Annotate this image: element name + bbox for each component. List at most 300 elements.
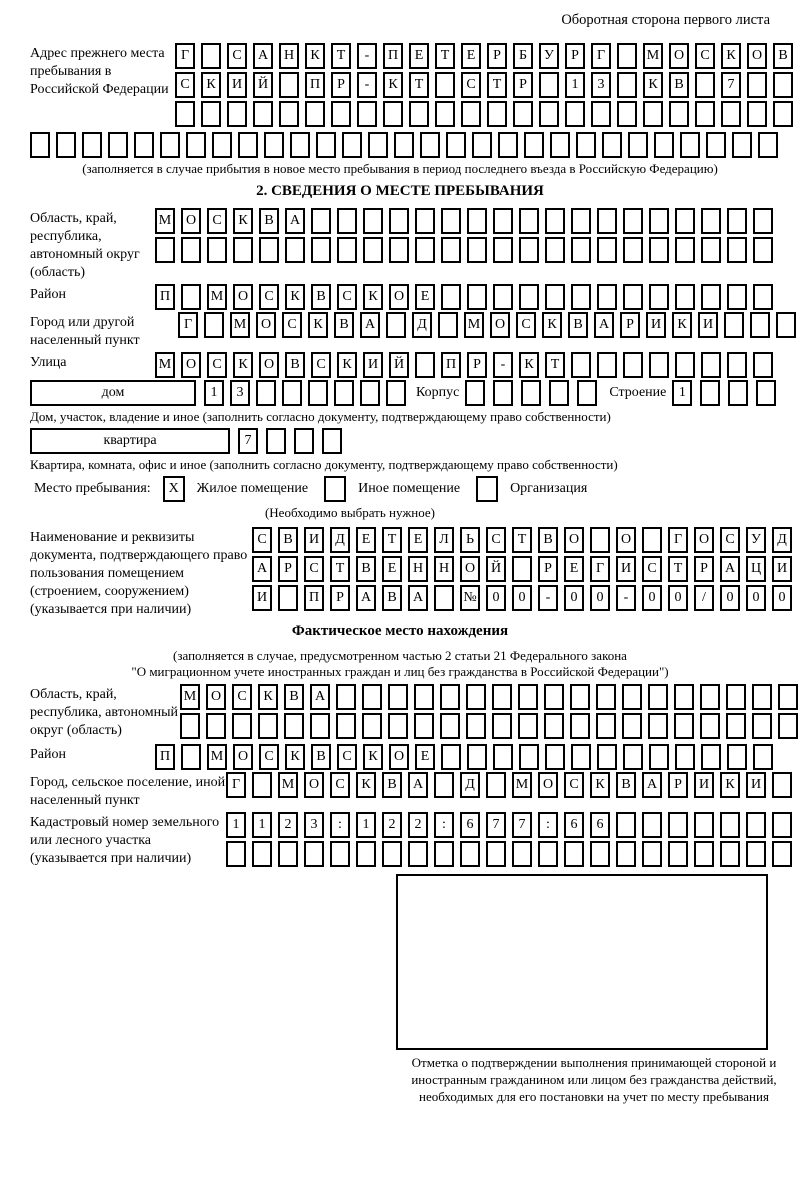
char-box [30,132,50,158]
char-box [521,380,541,406]
char-box [675,237,695,263]
char-box [134,132,154,158]
char-box [773,101,793,127]
char-box: 2 [382,812,402,838]
korpus-label: Корпус [416,385,460,400]
char-box: О [304,772,324,798]
city-block [30,312,770,350]
char-box: Р [565,43,585,69]
char-box [356,841,376,867]
char-box [726,684,746,710]
char-box [435,101,455,127]
char-box: О [259,352,279,378]
region-block [30,208,770,282]
char-box: П [304,585,324,611]
char-box [310,713,330,739]
char-box: С [337,744,357,770]
char-box [266,428,286,454]
char-box: К [383,72,403,98]
cadastral-block [30,812,770,870]
char-box: Р [694,556,714,582]
char-box [654,132,674,158]
char-box [420,132,440,158]
char-box: А [720,556,740,582]
char-box: А [594,312,614,338]
char-box [642,841,662,867]
char-box [252,841,272,867]
char-box: 3 [304,812,324,838]
char-box [311,237,331,263]
char-box [701,284,721,310]
char-box [628,132,648,158]
char-box [441,284,461,310]
char-box: Т [545,352,565,378]
char-box [56,132,76,158]
char-box [756,380,776,406]
char-box [408,841,428,867]
char-box: Н [434,556,454,582]
char-box [186,132,206,158]
char-box [674,684,694,710]
char-box [752,684,772,710]
char-box: Р [620,312,640,338]
char-box [465,380,485,406]
char-box: В [773,43,793,69]
char-box: К [308,312,328,338]
char-box [414,684,434,710]
char-box: Р [330,585,350,611]
char-box [571,352,591,378]
char-box: О [564,527,584,553]
char-box [264,132,284,158]
char-box: Е [356,527,376,553]
char-box: В [616,772,636,798]
char-box: Г [178,312,198,338]
char-box: В [278,527,298,553]
char-box: Р [331,72,351,98]
char-box [721,101,741,127]
char-box [577,380,597,406]
char-box [746,812,766,838]
char-box: Г [590,556,610,582]
stay-type-note: (Необходимо выбрать нужное) [264,505,436,520]
char-box: 1 [565,72,585,98]
stroenie-label: Строение [609,385,667,400]
char-box: В [311,284,331,310]
char-box [675,284,695,310]
char-box: П [441,352,461,378]
char-box: Д [412,312,432,338]
char-box [466,684,486,710]
char-box: К [233,352,253,378]
char-box [753,284,773,310]
char-box [311,208,331,234]
char-box [434,772,454,798]
char-box: К [363,284,383,310]
char-box: П [383,43,403,69]
char-box [706,132,726,158]
char-box: Ц [746,556,766,582]
char-box: Н [408,556,428,582]
char-box [649,208,669,234]
char-box [460,841,480,867]
char-box [362,684,382,710]
char-box: О [233,744,253,770]
char-box [727,208,747,234]
char-box: Д [772,527,792,553]
char-box: А [408,585,428,611]
char-box [363,208,383,234]
prev-address-overflow-row [30,132,770,158]
char-box [668,812,688,838]
char-box: С [259,744,279,770]
char-box [256,380,276,406]
stay-type-label: Место пребывания: [34,481,151,496]
char-box: И [694,772,714,798]
actual-region-row-2 [180,713,800,739]
char-box: 1 [252,812,272,838]
document-rows [252,527,798,614]
char-box [564,841,584,867]
char-box [694,841,714,867]
char-box [597,744,617,770]
char-box [446,132,466,158]
street-row [155,352,779,378]
char-box: 6 [590,812,610,838]
char-box: 1 [672,380,692,406]
char-box: М [512,772,532,798]
street-label: Улица [30,355,67,370]
char-box: В [538,527,558,553]
char-box: С [486,527,506,553]
char-box: Р [513,72,533,98]
char-box: Р [467,352,487,378]
prev-address-label: Адрес прежнего места пребывания в Российской Федерации [30,46,169,97]
char-box [649,237,669,263]
char-box [597,284,617,310]
char-box: М [180,684,200,710]
char-box [747,72,767,98]
char-box: М [155,352,175,378]
char-box [498,132,518,158]
char-box: В [334,312,354,338]
char-box: К [519,352,539,378]
char-box [388,684,408,710]
char-box [746,841,766,867]
char-box [701,237,721,263]
char-box: : [538,812,558,838]
char-box: С [720,527,740,553]
char-box [728,380,748,406]
char-box: С [311,352,331,378]
char-box [590,841,610,867]
char-box [304,841,324,867]
char-box [617,101,637,127]
char-box: Й [486,556,506,582]
char-box [434,841,454,867]
char-box: 1 [204,380,224,406]
char-box: Г [591,43,611,69]
stay-type-row [30,476,770,502]
char-box [492,713,512,739]
char-box: Е [461,43,481,69]
char-box: М [207,744,227,770]
char-box [622,684,642,710]
char-box: / [694,585,714,611]
char-box: 3 [591,72,611,98]
char-box [337,208,357,234]
char-box: В [568,312,588,338]
street-block [30,352,770,378]
char-box: С [259,284,279,310]
char-box [720,841,740,867]
char-box [750,312,770,338]
cadastral-label: Кадастровый номер земельного или лесного участка (указывается при наличии) [30,815,220,866]
char-box: К [720,772,740,798]
char-box: 0 [746,585,766,611]
cadastral-row-2 [226,841,798,867]
char-box: Д [460,772,480,798]
char-box [290,132,310,158]
char-box [649,352,669,378]
char-box [513,101,533,127]
char-box [701,208,721,234]
char-box: А [642,772,662,798]
char-box [308,380,328,406]
char-box [278,585,298,611]
char-box [524,132,544,158]
char-box [519,284,539,310]
char-box: И [646,312,666,338]
char-box: М [643,43,663,69]
char-box [181,237,201,263]
char-box [493,284,513,310]
char-box [747,101,767,127]
char-box [434,585,454,611]
residential-label: Жилое помещение [196,481,309,496]
char-box [440,713,460,739]
char-box: С [252,527,272,553]
char-box [227,101,247,127]
char-box [461,101,481,127]
char-box [571,744,591,770]
prev-address-row-3 [175,101,799,127]
char-box [642,812,662,838]
char-box: 7 [238,428,258,454]
char-box [466,713,486,739]
char-box: К [285,284,305,310]
char-box [700,684,720,710]
char-box [493,744,513,770]
char-box: - [493,352,513,378]
char-box: С [282,312,302,338]
char-box [360,380,380,406]
cadastral-row-1 [226,812,798,838]
char-box: Б [513,43,533,69]
char-box: С [564,772,584,798]
char-box [752,713,772,739]
apartment-field-box: квартира [30,428,230,454]
char-box [648,684,668,710]
char-box: С [461,72,481,98]
char-box [694,812,714,838]
char-box: 7 [486,812,506,838]
char-box [674,713,694,739]
char-box [342,132,362,158]
actual-city-label: Город, сельское поселение, иной населенный пункт [30,775,226,808]
char-box [602,132,622,158]
char-box [467,237,487,263]
char-box: М [230,312,250,338]
char-box [591,101,611,127]
char-box [386,312,406,338]
city-label: Город или другой населенный пункт [30,315,140,348]
char-box [544,684,564,710]
char-box [778,713,798,739]
prev-address-row-2 [175,72,799,98]
actual-city-row [226,772,798,798]
district-row [155,284,779,310]
char-box [570,684,590,710]
char-box: С [304,556,324,582]
char-box [753,237,773,263]
char-box [180,713,200,739]
char-box: И [304,527,324,553]
city-row [178,312,800,338]
confirmation-stamp-box [396,874,768,1050]
char-box [623,744,643,770]
char-box [772,841,792,867]
char-box [330,841,350,867]
char-box [550,132,570,158]
char-box [389,237,409,263]
char-box: А [360,312,380,338]
char-box: : [434,812,454,838]
char-box: Е [382,556,402,582]
char-box: К [363,744,383,770]
char-box: К [305,43,325,69]
char-box [519,237,539,263]
char-box [576,132,596,158]
char-box [155,237,175,263]
char-box [596,713,616,739]
char-box [680,132,700,158]
char-box [233,237,253,263]
char-box: 0 [512,585,532,611]
char-box: С [330,772,350,798]
char-box: А [285,208,305,234]
char-box [642,527,662,553]
char-box [486,841,506,867]
char-box: Т [435,43,455,69]
char-box: - [357,43,377,69]
residential-checkbox: X [163,476,185,502]
char-box [544,713,564,739]
char-box: О [389,744,409,770]
char-box [649,744,669,770]
char-box [695,101,715,127]
char-box: 0 [564,585,584,611]
char-box [492,684,512,710]
char-box [518,713,538,739]
char-box: Е [415,744,435,770]
char-box [409,101,429,127]
char-box: В [284,684,304,710]
char-box [518,684,538,710]
char-box: 6 [564,812,584,838]
actual-city-block [30,772,770,810]
char-box: 0 [642,585,662,611]
char-box: М [278,772,298,798]
char-box [226,841,246,867]
char-box: О [181,352,201,378]
char-box: К [258,684,278,710]
actual-location-note-line1: (заполняется в случае, предусмотренном частью 2 статьи 21 Федерального закона [173,648,627,663]
char-box [668,841,688,867]
char-box [438,312,458,338]
char-box [415,208,435,234]
char-box: А [253,43,273,69]
char-box: В [382,772,402,798]
actual-district-block [30,744,770,770]
char-box [776,312,796,338]
char-box: К [233,208,253,234]
char-box: Т [330,556,350,582]
char-box [334,380,354,406]
document-row-3 [252,585,798,611]
char-box [204,312,224,338]
char-box [545,208,565,234]
char-box [648,713,668,739]
char-box [336,684,356,710]
char-box: О [747,43,767,69]
char-box [727,744,747,770]
char-box [363,237,383,263]
char-box [336,713,356,739]
organization-label: Организация [510,481,588,496]
char-box: Г [226,772,246,798]
char-box [778,684,798,710]
char-box [616,841,636,867]
char-box [772,812,792,838]
char-box: И [616,556,636,582]
char-box [539,101,559,127]
char-box: Г [668,527,688,553]
char-box: И [746,772,766,798]
char-box: М [155,208,175,234]
char-box [701,352,721,378]
char-box: 1 [226,812,246,838]
section2-title: 2. СВЕДЕНИЯ О МЕСТЕ ПРЕБЫВАНИЯ [256,183,544,199]
char-box [322,428,342,454]
char-box: К [285,744,305,770]
char-box [539,72,559,98]
char-box [590,527,610,553]
char-box [758,132,778,158]
char-box: К [672,312,692,338]
char-box: В [382,585,402,611]
char-box [623,284,643,310]
char-box: Р [538,556,558,582]
char-box: № [460,585,480,611]
char-box: П [305,72,325,98]
char-box [206,713,226,739]
char-box [279,101,299,127]
char-box: О [389,284,409,310]
char-box [389,208,409,234]
char-box: С [232,684,252,710]
char-box [388,713,408,739]
